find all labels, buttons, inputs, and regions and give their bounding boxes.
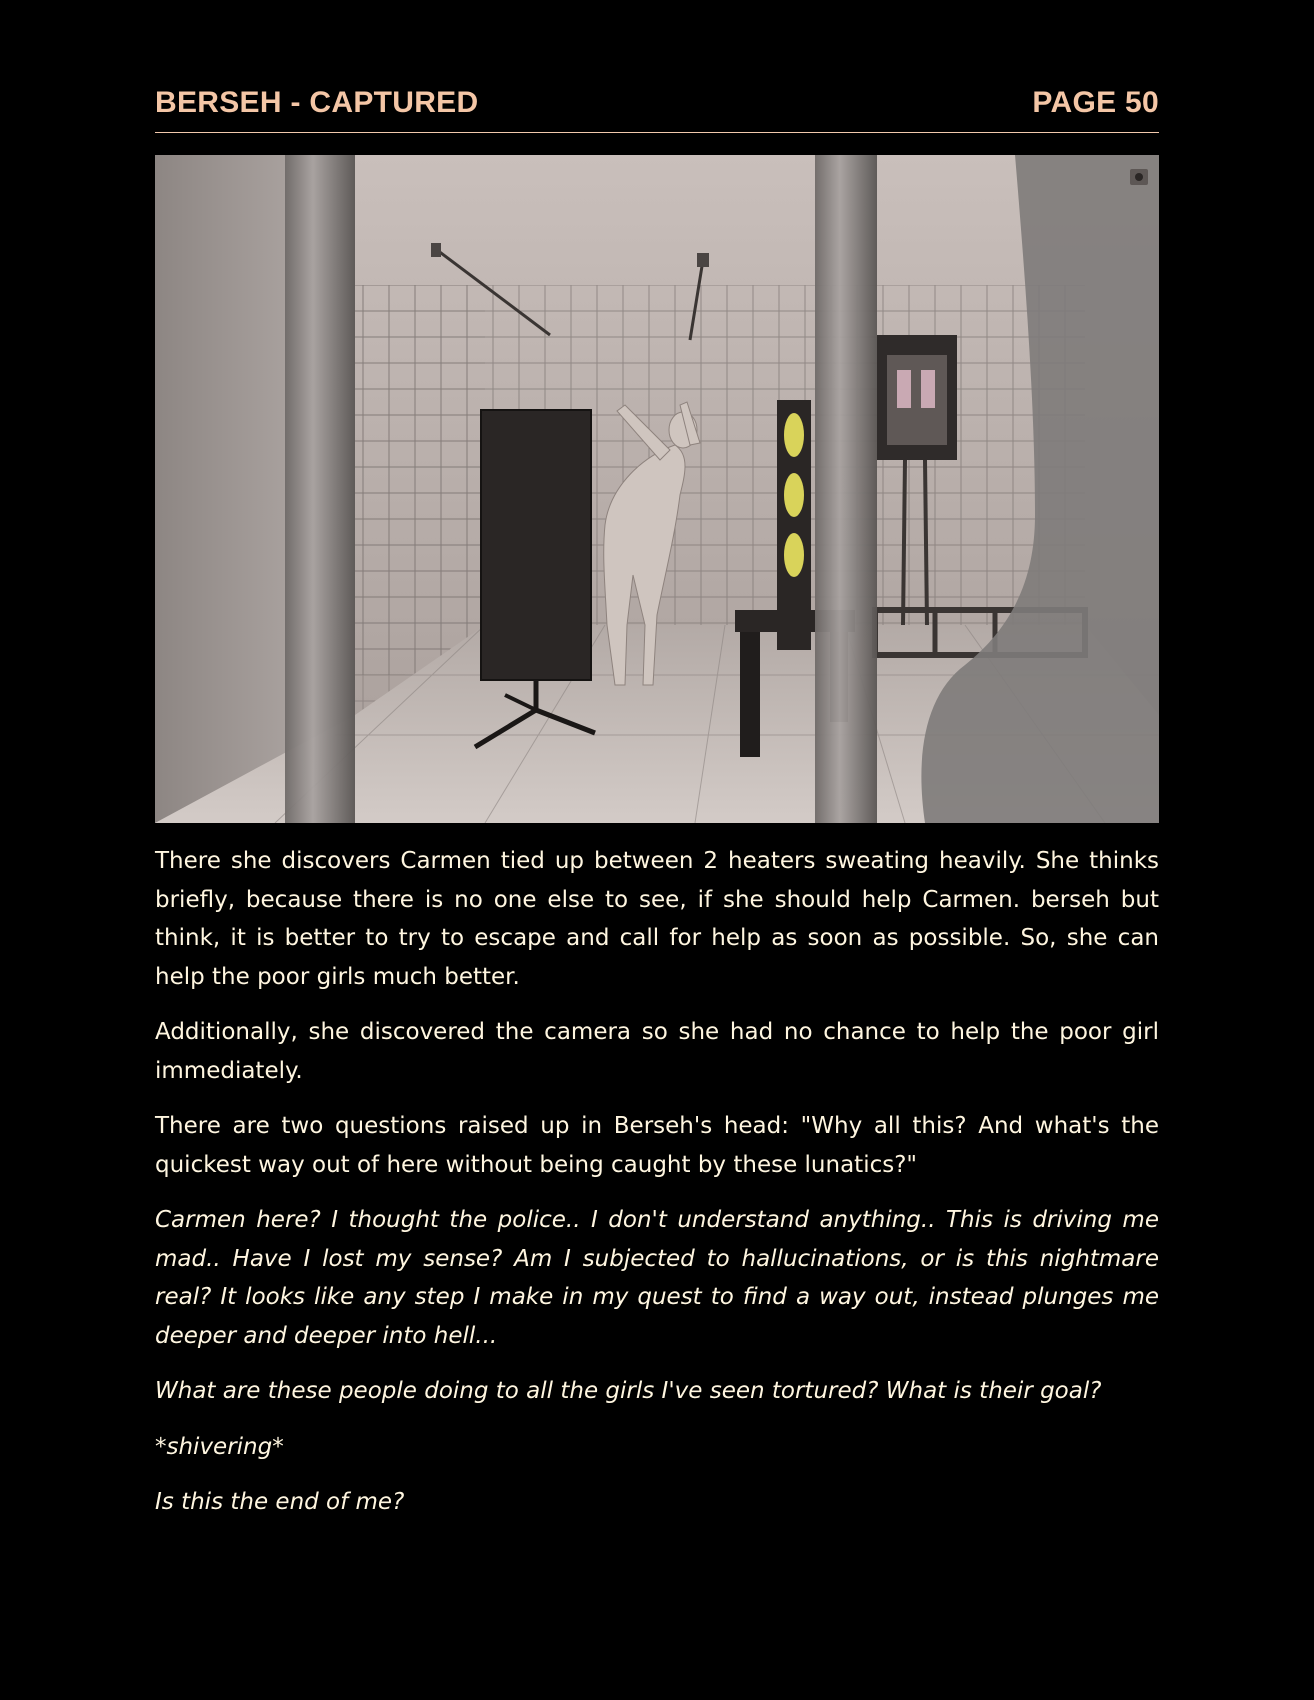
scene-drawing xyxy=(155,155,1159,823)
camera-icon xyxy=(1130,169,1148,185)
narration-paragraph-1: There she discovers Carmen tied up between 2 heaters sweating heavily. She thinks briefly, because there is no one else to see, if she should help Carmen. berseh but think, it is better to try to escape and call for help as soon as possible. So, she can help the poor girls much better. xyxy=(155,848,1159,990)
scene-illustration xyxy=(155,155,1159,823)
story-text xyxy=(155,842,1159,1539)
narration-paragraph-3: There are two questions raised up in Berseh's head: "Why all this? And what's the quickest way out of here without being caught by these lunatics?" xyxy=(155,1113,1159,1178)
page-number: PAGE 50 xyxy=(1032,86,1159,119)
narration-paragraph-2: Additionally, she discovered the camera so she had no chance to help the poor girl immediately. xyxy=(155,1019,1159,1084)
thought-paragraph-1: Carmen here? I thought the police.. I don't understand anything.. This is driving me mad.. Have I lost my sense? Am I subjected to hallucinations, or is this nightmare real? It looks like any step I make in my quest to find a way out, instead plunges me deeper and deeper into hell... xyxy=(155,1207,1159,1349)
comic-page xyxy=(155,0,1159,1700)
thought-paragraph-2: What are these people doing to all the girls I've seen tortured? What is their goal? xyxy=(155,1378,1102,1404)
chapter-title: BERSEH - CAPTURED xyxy=(155,86,479,119)
thought-paragraph-3: *shivering* xyxy=(155,1433,284,1460)
thought-paragraph-4: Is this the end of me? xyxy=(155,1489,405,1515)
page-header xyxy=(155,86,1159,133)
